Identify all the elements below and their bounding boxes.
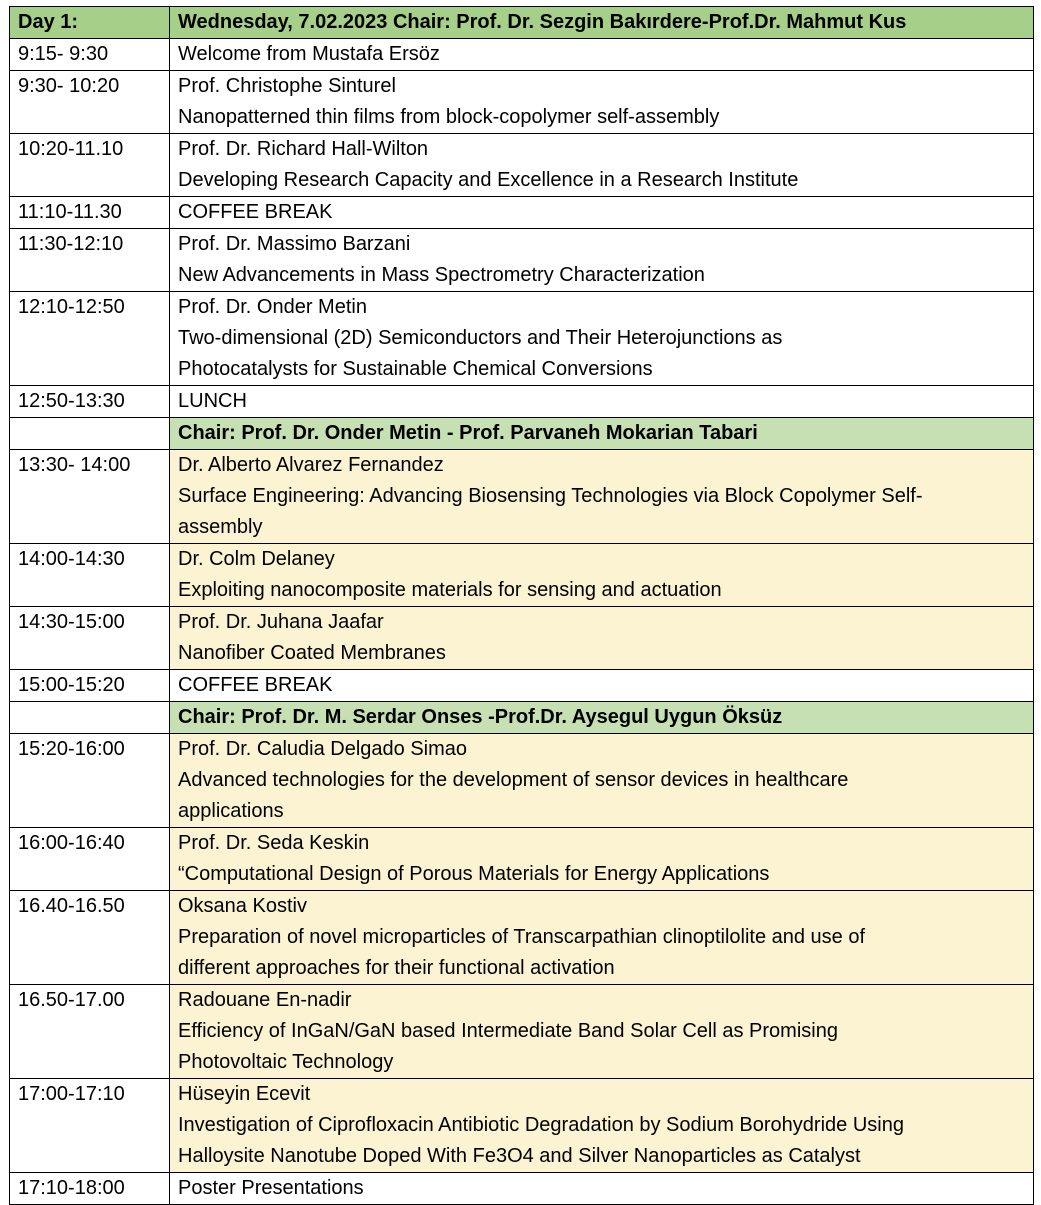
speaker-name: Prof. Christophe Sinturel — [178, 75, 396, 97]
talk-title: Nanopatterned thin films from block-copolymer self-assembly — [178, 106, 720, 128]
row-detail — [170, 828, 1034, 891]
time-slot: 9:30- 10:20 — [10, 71, 170, 134]
speaker-name: Radouane En-nadir — [178, 989, 352, 1011]
chair-row — [10, 418, 1034, 450]
row-detail — [170, 39, 1034, 71]
row-detail — [170, 197, 1034, 229]
time-slot: 16.40-16.50 — [10, 891, 170, 985]
day-title: Wednesday, 7.02.2023 Chair: Prof. Dr. Sezgin Bakırdere-Prof.Dr. Mahmut Kus — [170, 7, 1034, 39]
day-header-row — [10, 7, 1034, 39]
time-slot: 15:20-16:00 — [10, 734, 170, 828]
talk-title: Halloysite Nanotube Doped With Fe3O4 and Silver Nanoparticles as Catalyst — [178, 1145, 861, 1167]
speaker-name: Prof. Dr. Onder Metin — [178, 296, 367, 318]
talk-title: Advanced technologies for the development of sensor devices in healthcare — [178, 769, 849, 791]
schedule-row — [10, 386, 1034, 418]
event-title: Poster Presentations — [178, 1177, 364, 1199]
time-slot-empty — [10, 702, 170, 734]
schedule-row — [10, 197, 1034, 229]
speaker-name: Hüseyin Ecevit — [178, 1083, 311, 1105]
row-detail — [170, 891, 1034, 985]
time-slot-empty — [10, 418, 170, 450]
row-detail — [170, 450, 1034, 544]
row-detail — [170, 544, 1034, 607]
schedule-row — [10, 607, 1034, 670]
schedule-row — [10, 734, 1034, 828]
schedule-row — [10, 1079, 1034, 1173]
time-slot: 12:10-12:50 — [10, 292, 170, 386]
schedule-row — [10, 229, 1034, 292]
session-chair: Chair: Prof. Dr. Onder Metin - Prof. Parvaneh Mokarian Tabari — [170, 418, 1034, 450]
talk-title: Two-dimensional (2D) Semiconductors and Their Heterojunctions as — [178, 327, 783, 349]
speaker-name: Prof. Dr. Richard Hall-Wilton — [178, 138, 429, 160]
schedule-table — [9, 6, 1034, 1205]
time-slot: 15:00-15:20 — [10, 670, 170, 702]
time-slot: 11:10-11.30 — [10, 197, 170, 229]
speaker-name: Prof. Dr. Seda Keskin — [178, 832, 370, 854]
time-slot: 9:15- 9:30 — [10, 39, 170, 71]
row-detail — [170, 985, 1034, 1079]
talk-title: different approaches for their functional activation — [178, 957, 615, 979]
talk-title: Investigation of Ciprofloxacin Antibiotic Degradation by Sodium Borohydride Using — [178, 1114, 904, 1136]
speaker-name: Prof. Dr. Massimo Barzani — [178, 233, 411, 255]
time-slot: 11:30-12:10 — [10, 229, 170, 292]
row-detail — [170, 386, 1034, 418]
speaker-name: Dr. Colm Delaney — [178, 548, 335, 570]
schedule-row — [10, 450, 1034, 544]
schedule-row — [10, 544, 1034, 607]
speaker-name: Prof. Dr. Juhana Jaafar — [178, 611, 384, 633]
talk-title: Efficiency of InGaN/GaN based Intermediate Band Solar Cell as Promising — [178, 1020, 838, 1042]
time-slot: 14:30-15:00 — [10, 607, 170, 670]
talk-title: Developing Research Capacity and Excellence in a Research Institute — [178, 169, 799, 191]
row-detail — [170, 1079, 1034, 1173]
event-title: COFFEE BREAK — [178, 201, 333, 223]
talk-title: New Advancements in Mass Spectrometry Characterization — [178, 264, 705, 286]
time-slot: 16:00-16:40 — [10, 828, 170, 891]
row-detail — [170, 670, 1034, 702]
talk-title: Photovoltaic Technology — [178, 1051, 394, 1073]
speaker-name: Prof. Dr. Caludia Delgado Simao — [178, 738, 468, 760]
schedule-row — [10, 134, 1034, 197]
session-chair: Chair: Prof. Dr. M. Serdar Onses -Prof.Dr. Aysegul Uygun Öksüz — [170, 702, 1034, 734]
time-slot: 10:20-11.10 — [10, 134, 170, 197]
time-slot: 12:50-13:30 — [10, 386, 170, 418]
event-title: LUNCH — [178, 390, 247, 412]
talk-title: Surface Engineering: Advancing Biosensing Technologies via Block Copolymer Self- — [178, 485, 923, 507]
talk-title: applications — [178, 800, 284, 822]
time-slot: 17:00-17:10 — [10, 1079, 170, 1173]
speaker-name: Oksana Kostiv — [178, 895, 307, 917]
schedule-row — [10, 985, 1034, 1079]
schedule-row — [10, 891, 1034, 985]
row-detail — [170, 734, 1034, 828]
schedule-row — [10, 39, 1034, 71]
talk-title: “Computational Design of Porous Materials for Energy Applications — [178, 863, 770, 885]
row-detail — [170, 134, 1034, 197]
schedule-row — [10, 292, 1034, 386]
schedule-row — [10, 828, 1034, 891]
speaker-name: Dr. Alberto Alvarez Fernandez — [178, 454, 444, 476]
row-detail — [170, 292, 1034, 386]
row-detail — [170, 229, 1034, 292]
talk-title: assembly — [178, 516, 263, 538]
time-slot: 16.50-17.00 — [10, 985, 170, 1079]
event-title: Welcome from Mustafa Ersöz — [178, 43, 440, 65]
row-detail — [170, 607, 1034, 670]
schedule-row — [10, 670, 1034, 702]
time-slot: 13:30- 14:00 — [10, 450, 170, 544]
talk-title: Nanofiber Coated Membranes — [178, 642, 446, 664]
talk-title: Photocatalysts for Sustainable Chemical Conversions — [178, 358, 653, 380]
time-slot: 14:00-14:30 — [10, 544, 170, 607]
talk-title: Exploiting nanocomposite materials for sensing and actuation — [178, 579, 722, 601]
chair-row — [10, 702, 1034, 734]
day-label: Day 1: — [10, 7, 170, 39]
talk-title: Preparation of novel microparticles of Transcarpathian clinoptilolite and use of — [178, 926, 866, 948]
row-detail — [170, 71, 1034, 134]
schedule-row — [10, 71, 1034, 134]
time-slot: 17:10-18:00 — [10, 1173, 170, 1205]
event-title: COFFEE BREAK — [178, 674, 333, 696]
